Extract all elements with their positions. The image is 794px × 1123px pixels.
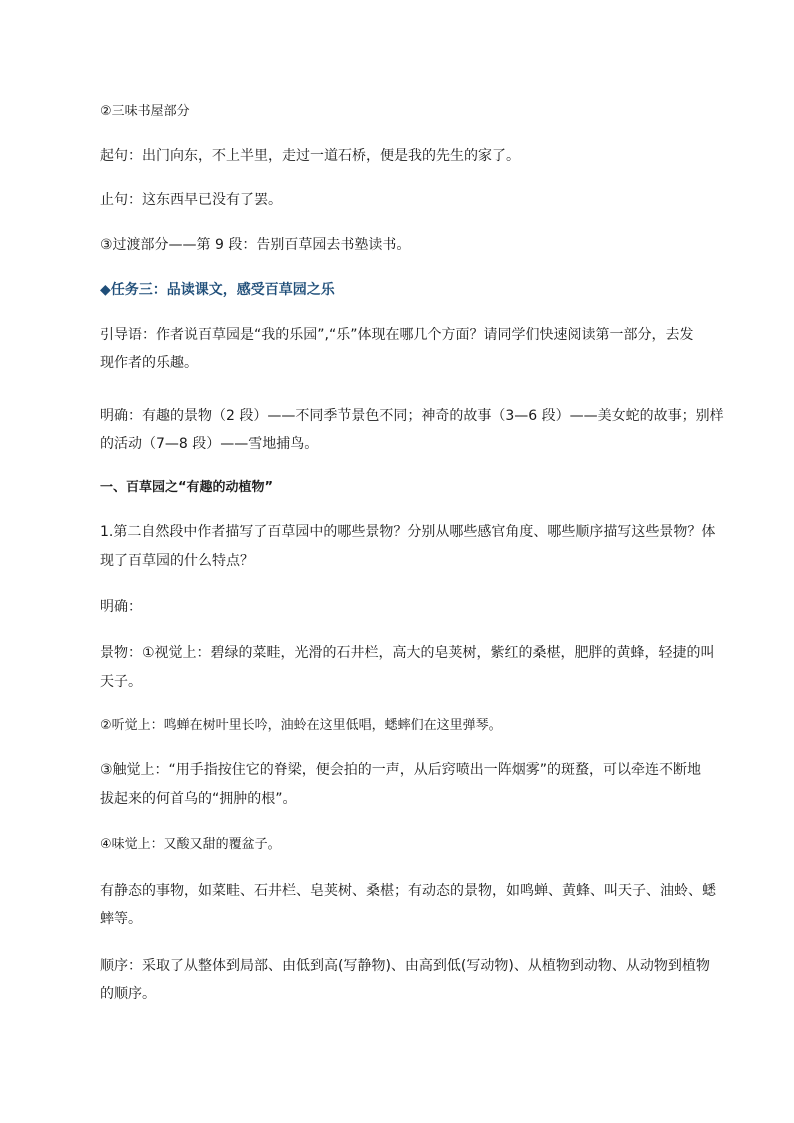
answer-paragraph-line-1: 明确：有趣的景物（2 段）——不同季节景色不同；神奇的故事（3—6 段）——美女蛇的故事；别样 (100, 408, 724, 424)
paragraph-end-sentence: 止句：这东西早已没有了罢。 (100, 192, 282, 208)
paragraph-start-sentence: 起句：出门向东，不上半里，走过一道石桥，便是我的先生的家了。 (100, 148, 520, 164)
scenery-auditory: ②听觉上：鸣蝉在树叶里长吟，油蛉在这里低唱，蟋蟀们在这里弹琴。 (100, 718, 502, 733)
static-dynamic-line-1: 有静态的事物，如菜畦、石井栏、皂荚树、桑椹；有动态的景物，如鸣蝉、黄蜂、叫天子、油蛉、蟋 (100, 883, 716, 899)
section-heading-sanwei: ②三味书屋部分 (100, 104, 190, 119)
paragraph-transition: ③过渡部分——第 9 段：告别百草园去书塾读书。 (100, 237, 411, 253)
task-three-heading: ◆任务三：品读课文，感受百草园之乐 (100, 282, 335, 298)
scenery-visual-line-2: 天子。 (100, 674, 142, 690)
scenery-taste: ④味觉上：又酸又甜的覆盆子。 (100, 837, 281, 852)
answer-label: 明确： (100, 599, 142, 615)
subsection-heading-plants-animals: 一、百草园之“有趣的动植物” (100, 480, 274, 495)
order-line-2: 的顺序。 (100, 986, 156, 1002)
order-line-1: 顺序：采取了从整体到局部、由低到高(写静物)、由高到低(写动物)、从植物到动物、从动物到植物 (100, 958, 710, 974)
question-1-line-1: 1.第二自然段中作者描写了百草园中的哪些景物？分别从哪些感官角度、哪些顺序描写这些景物？体 (100, 524, 716, 540)
question-1-line-2: 现了百草园的什么特点？ (100, 553, 254, 569)
scenery-visual-line-1: 景物：①视觉上：碧绿的菜畦，光滑的石井栏，高大的皂荚树，紫红的桑椹，肥胖的黄蜂，轻捷的叫 (100, 645, 715, 661)
guide-paragraph-line-1: 引导语：作者说百草园是“我的乐园”,“乐”体现在哪几个方面？请同学们快速阅读第一部分，去发 (100, 327, 694, 343)
scenery-tactile-line-1: ③触觉上：“用手指按住它的脊梁，便会拍的一声，从后窍喷出一阵烟雾”的斑蝥，可以牵连不断地 (100, 762, 702, 778)
scenery-tactile-line-2: 拔起来的何首乌的“拥肿的根”。 (100, 791, 297, 807)
answer-paragraph-line-2: 的活动（7—8 段）——雪地捕鸟。 (100, 436, 319, 452)
guide-paragraph-line-2: 现作者的乐趣。 (100, 355, 198, 371)
static-dynamic-line-2: 蟀等。 (100, 911, 142, 927)
